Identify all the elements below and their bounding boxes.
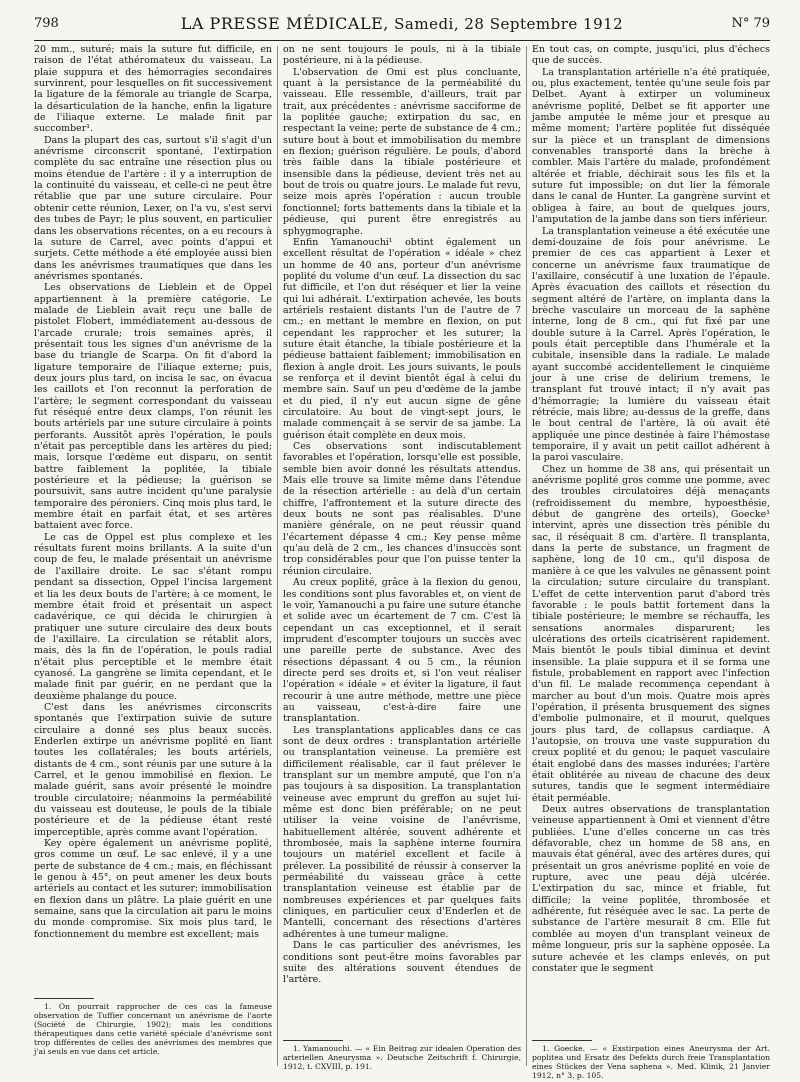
footnote-rule — [283, 1040, 343, 1041]
footnote: 1. Goecke. — « Exstirpation eines Aneurysma der Art. poplitea und Ersatz des Defekts durch freie Transplantation eines Stückes der Vena saphena ». Med. Klinik, 21 Janvier 1912, n° 3, p. 105. — [532, 1044, 770, 1080]
paragraph: Les transplantations applicables dans ce cas sont de deux ordres : transplantation artérielle ou transplantation veineuse. La première est difficilement réalisable, car il faut prélever le transplant sur un membre amputé, que l'on n'a pas toujours à sa disposition. La transplantation veineuse avec emprunt du greffon au sujet lui-même est donc bien préférable; on ne peut utiliser la veine voisine de l'anévrisme, habituellement altérée, souvent adhérente et thrombosée, mais la saphène interne fournira toujours un matériel excellent et facile à prélever. La possibilité de réussir à conserver la perméabilité du vaisseau grâce à cette transplantation veineuse est établie par de nombreuses expériences et par quelques faits cliniques, en particulier ceux d'Enderlen et de Mantelli, concernant des résections d'artères adhérentes à une tumeur maligne. — [283, 724, 521, 940]
page-number: 798 — [34, 16, 59, 31]
paragraph: Ces observations sont indiscutablement favorables et l'opération, lorsqu'elle est possible, semble bien avoir donné les résultats attendus. Mais elle trouve sa limite même dans l'étendue de la résection artérielle : au delà d'un certain chiffre, l'affrontement et la suture directe des deux bouts ne sont pas réalisables. D'une manière générale, on ne peut réussir quand l'écartement dépasse 4 cm.; Key pense même qu'au delà de 2 cm., les chances d'insuccès sont trop considérables pour que l'on puisse tenter la réunion circulaire. — [283, 441, 521, 577]
paragraph: 20 mm., suturé; mais la suture fut difficile, en raison de l'état athéromateux du vaisseau. La plaie suppura et des hémorragies secondaires survinrent, pour lesquelles on fit successivement la ligature de la fémorale au triangle de Scarpa, la désarticulation de la hanche, enfin la ligature de l'iliaque externe. Le malade finit par succomber¹. — [34, 44, 272, 135]
footnote-rule — [34, 998, 94, 999]
paragraph: Key opère également un anévrisme poplité, gros comme un œuf. Le sac enlevé, il y a une perte de substance de 4 cm.; mais, en fléchissant le genou à 45°, on peut amener les deux bouts artériels au contact et les suturer; immobilisation en flexion dans un plâtre. La plaie guérit en une semaine, sans que la circulation ait paru le moins du monde compromise. Six mois plus tard, le fonctionnement du membre est excellent; mais — [34, 838, 272, 940]
column-body — [34, 44, 272, 984]
footnote-rule — [532, 1040, 592, 1041]
paragraph: Deux autres observations de transplantation veineuse appartiennent à Omi et viennent d'être publiées. L'une d'elles concerne un cas très défavorable, chez un homme de 58 ans, en mauvais état général, avec des artères dures, qui présentait un gros anévrisme poplité en voie de rupture, avec une peau déjà ulcérée. L'extirpation du sac, mince et friable, fut difficile; la veine poplitée, thrombosée et adhérente, fut réséquée avec le sac. La perte de substance de l'artère mesurait 8 cm. Elle fut comblée au moyen d'un transplant veineux de même longueur, pris sur la saphène opposée. La suture achevée et les clamps enlevés, on put constater que le segment — [532, 804, 770, 974]
paragraph: Les observations de Lieblein et de Oppel appartiennent à la première catégorie. Le malade de Lieblein avait reçu une balle de pistolet Flobert, immédiatement au-dessous de l'arcade crurale; trois semaines après, il présentait tous les signes d'un anévrisme de la base du triangle de Scarpa. On fit d'abord la ligature temporaire de l'iliaque externe; puis, deux jours plus tard, on incisa le sac, on évacua les caillots et l'on reconnut la perforation de l'artère; le segment correspondant du vaisseau fut réséqué entre deux clamps, l'on réunit les bouts artériels par une suture circulaire à points perforants. Aussitôt après l'opération, le pouls n'était pas perceptible dans les artères du pied; mais, lorsque l'œdème eut disparu, on sentit battre faiblement la poplitée, la tibiale postérieure et la pédieuse; la guérison se poursuivit, sans autre incident qu'une paralysie temporaire des péroniers. Cinq mois plus tard, le membre était en parfait état, et ses artères battaient avec force. — [34, 282, 272, 532]
paragraph: La transplantation artérielle n'a été pratiquée, ou, plus exactement, tentée qu'une seule fois par Delbet. Ayant à extirper un volumineux anévrisme poplité, Delbet se fit apporter une jambe amputée le même jour et presque au même moment; l'artère poplitée fut disséquée sur la pièce et un transplant de dimensions convenables transporté dans la brèche à combler. Mais l'artère du malade, profondément altérée et friable, déchirait sous les fils et la suture fut impossible; on dut lier la fémorale dans le canal de Hunter. La gangrène survint et obligea à faire, au bout de quelques jours, l'amputation de la jambe dans son tiers inférieur. — [532, 66, 770, 226]
footnote-block — [532, 1034, 770, 1080]
paragraph: Dans la plupart des cas, surtout s'il s'agit d'un anévrisme circonscrit spontané, l'extirpation complète du sac entraîne une résection plus ou moins étendue de l'artère : il y a interruption de la continuité du vaisseau, et celle-ci ne peut être rétablie que par une suture circulaire. Pour obtenir cette réunion, Lexer, on l'a vu, s'est servi des tubes de Payr; le plus souvent, en particulier dans les observations récentes, on a eu recours à la suture de Carrel, avec points d'appui et surjets. Cette méthode a été employée aussi bien dans les anévrismes traumatiques que dans les anévrismes spontanés. — [34, 134, 272, 282]
paragraph: Enfin Yamanouchi¹ obtint également un excellent résultat de l'opération « idéale » chez un homme de 40 ans, porteur d'un anévrisme poplité du volume d'un œuf. La dissection du sac fut difficile, et l'on dut réséquer et lier la veine qui lui adhérait. L'extirpation achevée, les bouts artériels restaient distants l'un de l'autre de 7 cm.; en mettant le membre en flexion, on put cependant les rapprocher et les suturer; la suture était étanche, la tibiale postérieure et la pédieuse battaient faiblement; immobilisation en flexion à angle droit. Les jours suivants, le pouls se renforça et il devint bientôt égal à celui du membre sain. Sauf un peu d'œdème de la jambe et du pied, il n'y eut aucun signe de gêne circulatoire. Au bout de vingt-sept jours, le malade commençait à se servir de sa jambe. La guérison était complète en deux mois. — [283, 236, 521, 441]
journal-name: LA PRESSE MÉDICALE, — [180, 14, 389, 33]
column-1 — [34, 44, 272, 1074]
column-separator — [526, 46, 527, 1066]
issue-number: N° 79 — [731, 16, 770, 31]
paragraph: Au creux poplité, grâce à la flexion du genou, les conditions sont plus favorables et, on vient de le voir, Yamanouchi a pu faire une suture étanche et solide avec un écartement de 7 cm. C'est là cependant un cas exceptionnel, et il serait imprudent d'escompter toujours un succès avec une pareille perte de substance. Avec des résections dépassant 4 ou 5 cm., la réunion directe perd ses droits et, si l'on veut réaliser l'opération « idéale » et éviter la ligature, il faut recourir à une autre méthode, mettre une pièce au vaisseau, c'est-à-dire faire une transplantation. — [283, 577, 521, 725]
issue-date: Samedi, 28 Septembre 1912 — [394, 15, 624, 33]
paragraph: C'est dans les anévrismes circonscrits spontanés que l'extirpation suivie de suture circulaire a donné ses plus beaux succès. Enderlen extirpe un anévrisme poplité en liant toutes les collatérales; les bouts artériels, distants de 4 cm., sont réunis par une suture à la Carrel, et le genou immobilisé en flexion. Le malade guérit, sans avoir présenté le moindre trouble circulatoire; néanmoins la perméabilité du vaisseau est douteuse, le pouls de la tibiale postérieure et de la pédieuse étant resté imperceptible, après comme avant l'opération. — [34, 701, 272, 838]
footnote-block — [34, 992, 272, 1056]
header-rule — [34, 40, 770, 41]
page-header — [34, 14, 770, 36]
paragraph: L'observation de Omi est plus concluante, quant à la persistance de la perméabilité du vaisseau. Elle ressemble, d'ailleurs, trait par trait, aux précédentes : anévrisme sacciforme de la poplitée gauche; extirpation du sac, en respectant la veine; perte de substance de 4 cm.; suture bout à bout et immobilisation du membre en flexion; guérison régulière. Le pouls, d'abord très faible dans la tibiale postérieure et insensible dans la pédieuse, devient très net au bout de trois ou quatre jours. Le malade fut revu, seize mois après l'opération : aucun trouble fonctionnel; forts battements dans la tibiale et la pédieuse, qui purent être enregistrés au sphygmographe. — [283, 66, 521, 237]
footnote: 1. On pourrait rapprocher de ces cas la fameuse observation de Tuffier concernant un anévrisme de l'aorte (Société de Chirurgie, 1902); mais les conditions thérapeutiques dans cette variété spéciale d'anévrisme sont trop différentes de celles des anévrismes des membres que j'ai seuls en vue dans cet article. — [34, 1002, 272, 1056]
paragraph: Chez un homme de 38 ans, qui présentait un anévrisme poplité gros comme une pomme, avec des troubles circulatoires déjà menaçants (refroidissement du membre, hypoesthésie, début de gangrène des orteils), Goecke¹ intervint, après une dissection très pénible du sac, il réséquait 8 cm. d'artère. Il transplanta, dans la perte de substance, un fragment de saphène, long de 10 cm., qu'il disposa de manière à ce que les valvules ne gênassent point la circulation; suture circulaire du transplant. L'effet de cette intervention parut d'abord très favorable : le pouls battit fortement dans la tibiale postérieure; le membre se réchauffa, les sensations anormales disparurent; les ulcérations des orteils cicatrisèrent rapidement. Mais bientôt le pouls tibial diminua et devint insensible. La plaie suppura et il se forma une fistule, probablement en rapport avec l'infection d'un fil. Le malade recommença cependant à marcher au bout d'un mois. Quatre mois après l'opération, il présenta brusquement des signes d'embolie pulmonaire, et il mourut, quelques jours plus tard, de collapsus cardiaque. A l'autopsie, on trouva une vaste suppuration du creux poplité et du genou; le paquet vasculaire était englobé dans des masses indurées; l'artère était oblitérée au niveau de chacune des deux sutures, tandis que le segment intermédiaire était perméable. — [532, 463, 770, 804]
footnote: 1. Yamanouchi. — « Ein Beitrag zur idealen Operation des arteriellen Aneurysma ». Deutsche Zeitschrift f. Chirurgie, 1912, t. CXVIII, p. 191. — [283, 1044, 521, 1071]
paragraph: Dans le cas particulier des anévrismes, les conditions sont peut-être moins favorables par suite des altérations souvent étendues de l'artère. — [283, 940, 521, 986]
column-2 — [283, 44, 521, 1074]
column-separator — [277, 46, 278, 1066]
paragraph: En tout cas, on compte, jusqu'ici, plus d'échecs que de succès. — [532, 44, 770, 67]
column-3 — [532, 44, 770, 1080]
paragraph: Le cas de Oppel est plus complexe et les résultats furent moins brillants. A la suite d'un coup de feu, le malade présentait un anévrisme de l'axillaire droite. Le sac s'étant rompu pendant sa dissection, Oppel l'incisa largement et lia les deux bouts de l'artère; à ce moment, le membre était froid et présentait un aspect cadavérique, ce qui décida le chirurgien à pratiquer une suture circulaire des deux bouts de l'axillaire. La circulation se rétablit alors, mais, dès la fin de l'opération, le pouls radial n'était plus perceptible et le membre était cyanosé. La gangrène se limita cependant, et le malade finit par guérir, en ne perdant que la deuxième phalange du pouce. — [34, 531, 272, 702]
column-body — [532, 44, 770, 1028]
paragraph: La transplantation veineuse a été exécutée une demi-douzaine de fois pour anévrisme. Le premier de ces cas appartient à Lexer et concerne un anévrisme faux traumatique de l'axillaire, consécutif à une luxation de l'épaule. Après évacuation des caillots et résection du segment altéré de l'artère, on implanta dans la brèche vasculaire un morceau de la saphène interne, long de 8 cm., qui fut fixé par une double suture à la Carrel. Après l'opération, le pouls était perceptible dans l'humérale et la cubitale, insensible dans la radiale. Le malade ayant succombé accidentellement le cinquième jour à une crise de delirium tremens, le transplant fut trouvé intact; il n'y avait pas d'hémorragie; la lumière du vaisseau était rétrécie, mais libre; au-dessus de la greffe, dans le bout central de l'artère, là où avait été appliquée une pince destinée à faire l'hémostase temporaire, il y avait un petit caillot adhérent à la paroi vasculaire. — [532, 225, 770, 464]
footnote-block — [283, 1034, 521, 1071]
column-body — [283, 44, 521, 1028]
paragraph: on ne sent toujours le pouls, ni à la tibiale postérieure, ni à la pédieuse. — [283, 44, 521, 67]
running-title — [34, 14, 770, 33]
